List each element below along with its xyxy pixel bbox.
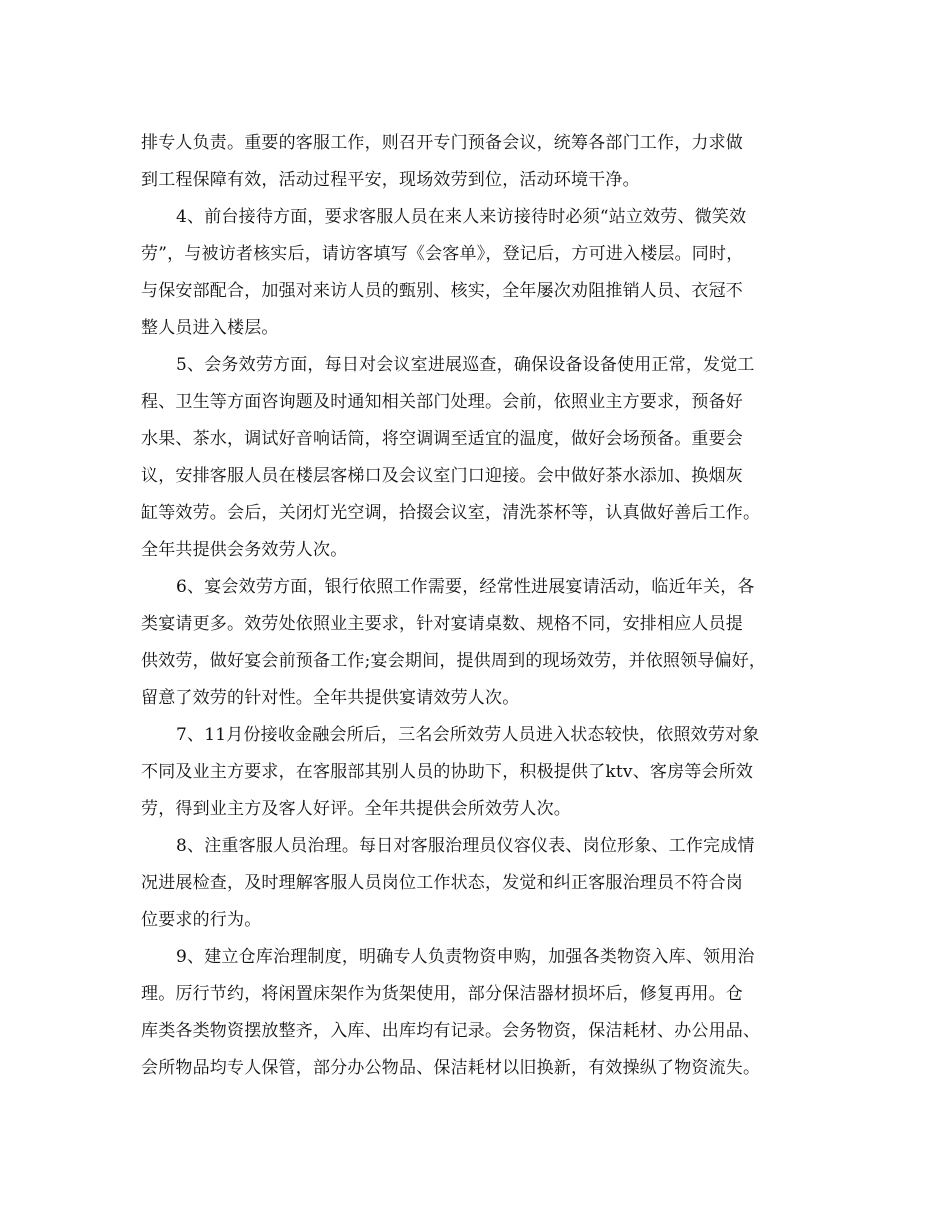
paragraph-8-line-3: 位要求的行为。 [141,910,262,930]
paragraph-9-line-4: 会所物品均专人保管，部分办公物品、保洁耗材以旧换新，有效操纵了物资流失。 [141,1058,761,1078]
paragraph-3-line-1: 排专人负责。重要的客服工作，则召开专门预备会议，统筹各部门工作，力求做 [141,133,743,153]
paragraph-5-line-3: 水果、茶水，调试好音响话筒，将空调调至适宜的温度，做好会场预备。重要会 [141,429,743,449]
paragraph-4-line-4: 整人员进入楼层。 [141,318,279,338]
paragraph-4-line-3: 与保安部配合，加强对来访人员的甄别、核实，全年屡次劝阻推销人员、衣冠不 [141,281,743,301]
paragraph-4-line-1: 4、前台接待方面，要求客服人员在来人来访接待时必须“站立效劳、微笑效 [176,207,747,227]
paragraph-6-line-3: 供效劳，做好宴会前预备工作;宴会期间，提供周到的现场效劳，并依照领导偏好， [141,651,767,671]
paragraph-9-line-1: 9、建立仓库治理制度，明确专人负责物资申购，加强各类物资入库、领用治 [176,947,755,967]
paragraph-5-line-1: 5、会务效劳方面，每日对会议室进展巡查，确保设备设备使用正常，发觉工 [176,355,755,375]
paragraph-5-line-5: 缸等效劳。会后，关闭灯光空调，拾掇会议室，清洗茶杯等，认真做好善后工作。 [141,503,761,523]
paragraph-8-line-1: 8、注重客服人员治理。每日对客服治理员仪容仪表、岗位形象、工作完成情 [176,836,755,856]
paragraph-5-line-2: 程、卫生等方面咨询题及时通知相关部门处理。会前，依照业主方要求，预备好 [141,392,743,412]
paragraph-9-line-3: 库类各类物资摆放整齐，入库、出库均有记录。会务物资，保洁耗材、办公用品、 [141,1021,761,1041]
paragraph-6-line-4: 留意了效劳的针对性。全年共提供宴请效劳人次。 [141,688,520,708]
paragraph-4-line-2: 劳”，与被访者核实后，请访客填写《会客单》，登记后，方可进入楼层。同时， [141,244,744,264]
paragraph-7-line-2: 不同及业主方要求，在客服部其别人员的协助下，积极提供了ktv、客房等会所效 [141,762,754,782]
paragraph-6-line-2: 类宴请更多。效劳处依照业主要求，针对宴请桌数、规格不同，安排相应人员提 [141,614,743,634]
paragraph-6-line-1: 6、宴会效劳方面，银行依照工作需要，经常性进展宴请活动，临近年关，各 [176,577,755,597]
paragraph-7-line-1: 7、11月份接收金融会所后，三名会所效劳人员进入状态较快，依照效劳对象 [176,725,760,745]
paragraph-3-line-2: 到工程保障有效，活动过程平安，现场效劳到位，活动环境干净。 [141,170,640,190]
paragraph-5-line-4: 议，安排客服人员在楼层客梯口及会议室门口迎接。会中做好茶水添加、换烟灰 [141,466,743,486]
paragraph-5-line-6: 全年共提供会务效劳人次。 [141,540,348,560]
paragraph-7-line-3: 劳，得到业主方及客人好评。全年共提供会所效劳人次。 [141,799,571,819]
paragraph-9-line-2: 理。厉行节约，将闲置床架作为货架使用，部分保洁器材损坏后，修复再用。仓 [141,984,743,1004]
paragraph-8-line-2: 况进展检查，及时理解客服人员岗位工作状态，发觉和纠正客服治理员不符合岗 [141,873,743,893]
